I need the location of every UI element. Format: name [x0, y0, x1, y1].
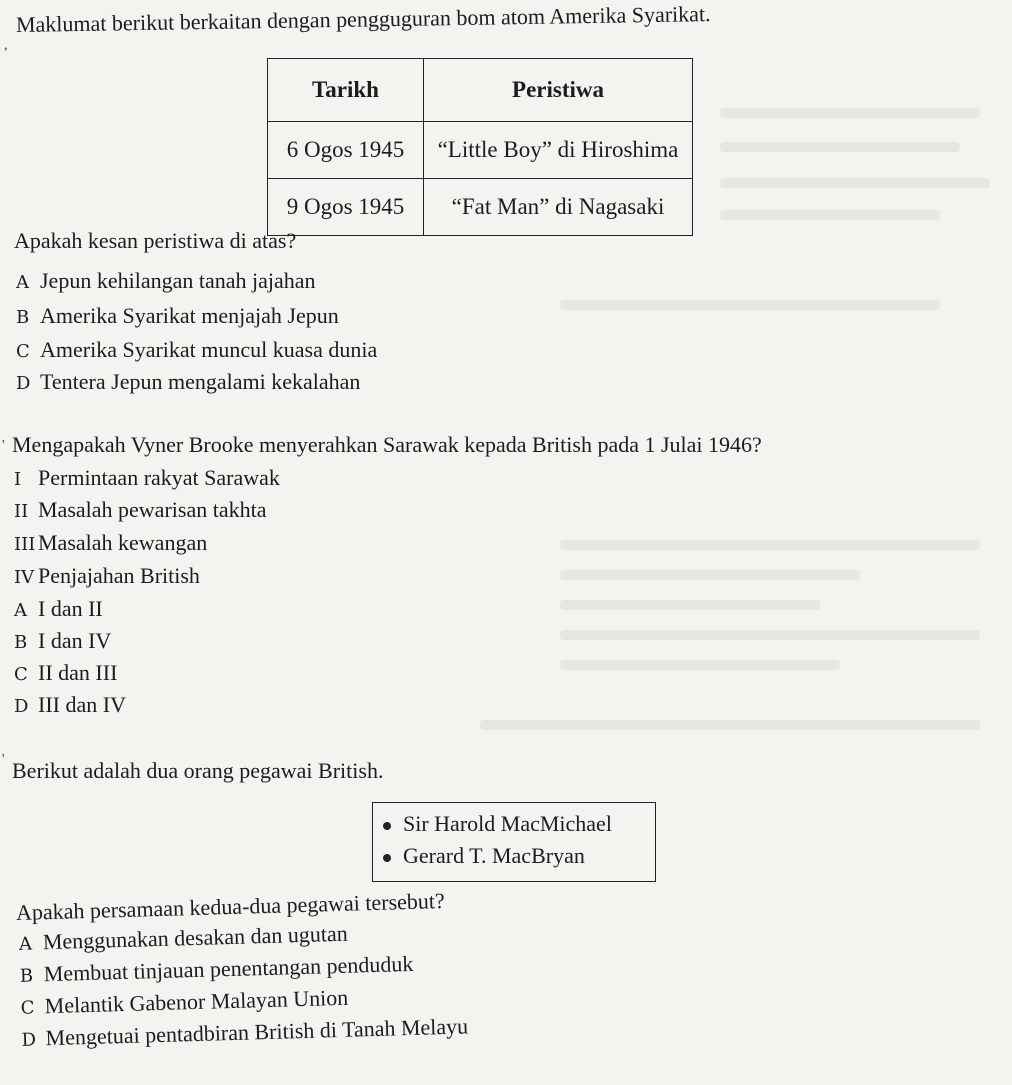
bleed-through-mark — [560, 600, 820, 610]
bleed-through-mark — [480, 720, 980, 730]
option-letter: B — [16, 307, 30, 328]
bleed-through-mark — [560, 630, 980, 640]
statement-text: Masalah pewarisan takhta — [38, 497, 267, 522]
table-cell-event: “Little Boy” di Hiroshima — [424, 122, 693, 179]
option-text: Mengetuai pentadbiran British di Tanah Melayu — [45, 1013, 469, 1051]
q1-option-a[interactable] — [16, 268, 316, 294]
option-text: Amerika Syarikat muncul kuasa dunia — [40, 337, 378, 362]
option-letter: C — [20, 997, 35, 1019]
statement-numeral: I — [14, 469, 22, 490]
q3-option-c[interactable] — [20, 985, 348, 1020]
bleed-through-mark — [720, 210, 940, 220]
option-text: Jepun kehilangan tanah jajahan — [40, 268, 316, 293]
table-cell-date: 6 Ogos 1945 — [268, 122, 424, 179]
option-letter: A — [18, 933, 33, 955]
officer-item — [383, 843, 585, 869]
table-cell-event: “Fat Man” di Nagasaki — [424, 179, 693, 236]
option-text: Menggunakan desakan dan ugutan — [42, 920, 348, 955]
statement-numeral: IV — [14, 567, 35, 588]
q3-officers-box — [372, 802, 656, 882]
bleed-through-mark — [720, 108, 980, 118]
table-header-date: Tarikh — [268, 59, 424, 122]
option-text: II dan III — [38, 660, 118, 685]
bullet-icon — [383, 822, 391, 830]
statement-text: Masalah kewangan — [38, 530, 208, 555]
q1-option-c[interactable] — [16, 337, 377, 363]
q2-option-b[interactable] — [14, 628, 111, 654]
option-letter: A — [14, 600, 27, 621]
question-marker: ' — [2, 438, 5, 453]
option-text: III dan IV — [38, 692, 126, 717]
option-text: I dan IV — [38, 628, 112, 653]
officer-item — [383, 811, 612, 837]
statement-text: Penjajahan British — [38, 563, 200, 588]
bleed-through-mark — [560, 570, 860, 580]
officer-name: Gerard T. MacBryan — [403, 843, 585, 868]
option-letter: B — [14, 632, 28, 653]
option-letter: A — [16, 272, 29, 293]
q3-option-b[interactable] — [19, 951, 413, 988]
bleed-through-mark — [720, 142, 960, 152]
bleed-through-mark — [560, 300, 940, 310]
question-marker: ' — [2, 752, 5, 767]
bleed-through-mark — [560, 540, 980, 550]
option-letter: B — [19, 965, 34, 987]
q1-option-d[interactable] — [16, 369, 360, 395]
option-letter: D — [14, 696, 29, 717]
bleed-through-mark — [560, 660, 840, 670]
statement-numeral: II — [14, 501, 29, 522]
q3-option-a[interactable] — [19, 921, 348, 956]
q2-option-a[interactable] — [14, 596, 103, 622]
statement-text: Permintaan rakyat Sarawak — [38, 465, 280, 490]
option-text: Tentera Jepun mengalami kekalahan — [40, 369, 361, 394]
question-marker: , — [4, 38, 8, 53]
option-letter: C — [16, 341, 30, 362]
table-header-event: Peristiwa — [424, 59, 693, 122]
option-letter: D — [21, 1029, 37, 1051]
bleed-through-mark — [720, 178, 990, 188]
q2-statement-iv — [14, 563, 200, 589]
option-letter: C — [14, 664, 28, 685]
statement-numeral: III — [14, 534, 36, 555]
bullet-icon — [383, 854, 391, 862]
q3-intro: Berikut adalah dua orang pegawai British. — [12, 758, 384, 783]
q1-question: Apakah kesan peristiwa di atas? — [14, 228, 297, 253]
q2-option-c[interactable] — [14, 660, 117, 686]
table-row — [268, 179, 693, 236]
option-text: Membuat tinjauan penentangan penduduk — [43, 950, 414, 987]
option-letter: D — [16, 373, 31, 394]
table-row — [268, 122, 693, 179]
q1-table — [267, 58, 693, 236]
table-header-row — [268, 59, 693, 122]
q2-statement-ii — [14, 497, 266, 523]
q2-statement-i — [14, 465, 280, 491]
q1-option-b[interactable] — [16, 303, 339, 329]
q2-question: Mengapakah Vyner Brooke menyerahkan Sarawak kepada British pada 1 Julai 1946? — [12, 432, 762, 457]
option-text: Amerika Syarikat menjajah Jepun — [40, 303, 339, 328]
q3-option-d[interactable] — [21, 1013, 468, 1051]
q2-statement-iii — [14, 530, 207, 556]
q2-option-d[interactable] — [14, 692, 126, 718]
table-cell-date: 9 Ogos 1945 — [268, 179, 424, 236]
option-text: Melantik Gabenor Malayan Union — [44, 984, 349, 1019]
q3-question: Apakah persamaan kedua-dua pegawai tersebut? — [15, 888, 446, 925]
q1-intro: Maklumat berikut berkaitan dengan pengguguran bom atom Amerika Syarikat. — [15, 1, 711, 37]
option-text: I dan II — [38, 596, 103, 621]
officer-name: Sir Harold MacMichael — [403, 811, 612, 836]
